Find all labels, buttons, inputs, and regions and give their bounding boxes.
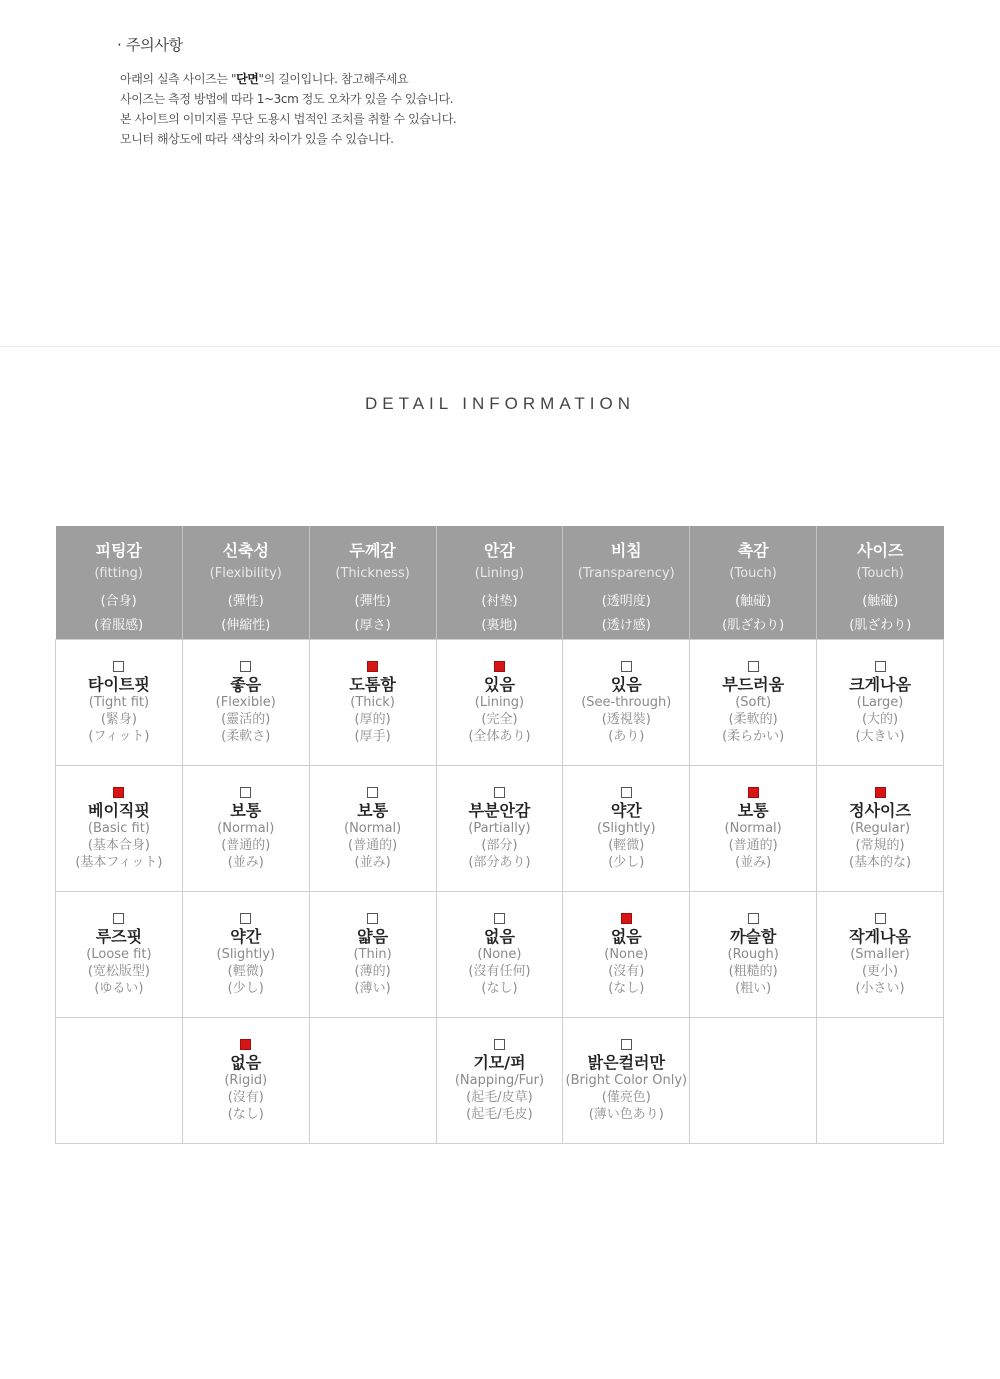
option-label-chinese: (薄的) (354, 963, 391, 979)
option-label-korean: 없음 (230, 1052, 262, 1072)
option-label-korean: 베이직핏 (88, 800, 150, 820)
option-label-japanese: (ゆるい) (94, 980, 144, 996)
header-english: (Lining) (474, 566, 525, 581)
option-label-korean: 밝은컬러만 (587, 1052, 665, 1072)
option-label-korean: 약간 (230, 926, 262, 946)
option-label-japanese: (あり) (608, 728, 645, 744)
notice-line-1-bold: 단면 (236, 72, 259, 86)
unchecked-box-icon (494, 913, 505, 924)
option-cell (182, 892, 309, 1018)
option-item (468, 787, 530, 871)
option-item (728, 913, 779, 997)
option-label-chinese: (常規的) (855, 837, 905, 853)
option-label-korean: 루즈핏 (95, 926, 143, 946)
option-label-korean: 보통 (230, 800, 262, 820)
table-row (56, 640, 944, 766)
option-label-chinese: (輕微) (227, 963, 264, 979)
header-cell (690, 526, 817, 640)
header-chinese: (彈性) (227, 594, 264, 609)
header-japanese: (裏地) (481, 618, 518, 633)
option-label-japanese: (大きい) (855, 728, 905, 744)
option-label-japanese: (柔らかい) (722, 728, 785, 744)
checked-box-icon (748, 787, 759, 798)
empty-cell (817, 1018, 944, 1144)
option-cell (182, 766, 309, 892)
option-label-english: (Regular) (850, 820, 911, 836)
option-label-chinese: (沒有任何) (468, 963, 531, 979)
option-label-korean: 도톰함 (349, 674, 396, 694)
option-label-english: (None) (477, 946, 522, 962)
header-japanese: (透け感) (601, 618, 651, 633)
option-cell (563, 1018, 690, 1144)
option-label-chinese: (普通的) (221, 837, 271, 853)
table-row (56, 766, 944, 892)
header-japanese: (肌ざわり) (849, 618, 912, 633)
option-label-english: (See-through) (581, 694, 672, 710)
header-english: (Transparency) (577, 566, 675, 581)
option-cell (563, 640, 690, 766)
detail-table-body (56, 640, 944, 1144)
header-english: (Touch) (729, 566, 777, 581)
option-label-english: (Soft) (735, 694, 772, 710)
option-cell (436, 892, 563, 1018)
checked-box-icon (113, 787, 124, 798)
option-label-english: (Thin) (353, 946, 392, 962)
option-label-japanese: (なし) (608, 980, 645, 996)
option-label-english: (Flexible) (215, 694, 276, 710)
option-label-chinese: (靈活的) (221, 711, 271, 727)
option-item (75, 787, 162, 871)
option-item (217, 913, 276, 997)
option-item (224, 1039, 267, 1123)
option-cell (309, 640, 436, 766)
option-item (566, 1039, 688, 1123)
option-label-japanese: (なし) (481, 980, 518, 996)
option-label-chinese: (沒有) (227, 1089, 264, 1105)
option-label-chinese: (普通的) (728, 837, 778, 853)
option-label-chinese: (厚的) (354, 711, 391, 727)
option-label-korean: 좋음 (230, 674, 262, 694)
unchecked-box-icon (113, 661, 124, 672)
checked-box-icon (875, 787, 886, 798)
option-label-japanese: (全体あり) (468, 728, 531, 744)
header-chinese: (衬垫) (481, 594, 518, 609)
option-label-japanese: (薄い色あり) (588, 1106, 664, 1122)
header-chinese: (触碰) (735, 594, 772, 609)
unchecked-box-icon (621, 661, 632, 672)
notice-section (117, 34, 456, 149)
option-label-english: (Slightly) (216, 946, 276, 962)
option-label-korean: 부분안감 (468, 800, 531, 820)
unchecked-box-icon (748, 661, 759, 672)
empty-cell (309, 1018, 436, 1144)
option-label-chinese: (起毛/皮草) (466, 1089, 533, 1105)
option-label-japanese: (起毛/毛皮) (466, 1106, 533, 1122)
option-item (455, 1039, 544, 1123)
header-cell (436, 526, 563, 640)
option-label-english: (Large) (856, 694, 904, 710)
header-chinese: (透明度) (601, 594, 651, 609)
option-label-chinese: (緊身) (100, 711, 137, 727)
unchecked-box-icon (240, 913, 251, 924)
header-cell (56, 526, 183, 640)
header-english: (Flexibility) (209, 566, 282, 581)
option-cell (56, 892, 183, 1018)
notice-lines (120, 69, 456, 149)
option-label-korean: 있음 (483, 674, 515, 694)
unchecked-box-icon (621, 787, 632, 798)
unchecked-box-icon (494, 787, 505, 798)
notice-line-4: 모니터 해상도에 따라 색상의 차이가 있을 수 있습니다. (120, 132, 394, 146)
unchecked-box-icon (748, 913, 759, 924)
option-item (468, 913, 530, 997)
unchecked-box-icon (367, 913, 378, 924)
notice-line-2: 사이즈는 측정 방법에 따라 1~3cm 정도 오차가 있을 수 있습니다. (120, 92, 454, 106)
option-item (216, 661, 276, 745)
option-label-english: (Partially) (468, 820, 531, 836)
option-label-chinese: (沒有) (608, 963, 645, 979)
header-english: (fitting) (94, 566, 143, 581)
option-label-english: (None) (604, 946, 649, 962)
option-label-english: (Rigid) (224, 1072, 268, 1088)
option-cell (436, 640, 563, 766)
checked-box-icon (240, 1039, 251, 1050)
option-item (349, 661, 395, 745)
header-cell (309, 526, 436, 640)
checked-box-icon (494, 661, 505, 672)
option-cell (690, 766, 817, 892)
option-item (722, 661, 784, 745)
option-cell (56, 766, 183, 892)
option-cell (182, 640, 309, 766)
notice-line-3: 본 사이트의 이미지를 무단 도용시 법적인 조치를 취할 수 있습니다. (120, 112, 457, 126)
option-label-japanese: (少し) (608, 854, 645, 870)
notice-line-1-after: "의 길이입니다. 참고해주세요 (258, 72, 409, 86)
checked-box-icon (367, 661, 378, 672)
option-label-japanese: (フィット) (88, 728, 150, 744)
option-label-chinese: (宽松版型) (87, 963, 150, 979)
option-label-chinese: (透視裝) (601, 711, 651, 727)
header-english: (Touch) (856, 566, 905, 581)
header-korean: 피팅감 (95, 541, 142, 560)
unchecked-box-icon (621, 1039, 632, 1050)
option-cell (182, 1018, 309, 1144)
option-label-chinese: (粗糙的) (728, 963, 778, 979)
unchecked-box-icon (494, 1039, 505, 1050)
option-label-chinese: (輕微) (608, 837, 645, 853)
option-label-japanese: (並み) (227, 854, 264, 870)
option-cell (690, 640, 817, 766)
header-japanese: (厚さ) (354, 618, 391, 633)
header-korean: 사이즈 (857, 541, 904, 560)
option-label-korean: 없음 (483, 926, 515, 946)
option-cell (690, 892, 817, 1018)
option-cell (309, 892, 436, 1018)
section-divider (0, 346, 1000, 347)
option-label-japanese: (薄い) (354, 980, 391, 996)
option-label-korean: 타이트핏 (88, 674, 150, 694)
option-item (468, 661, 530, 745)
header-chinese: (触碰) (862, 594, 899, 609)
unchecked-box-icon (113, 913, 124, 924)
option-label-korean: 없음 (610, 926, 642, 946)
option-cell (817, 766, 944, 892)
option-label-korean: 기모/퍼 (473, 1052, 526, 1072)
checked-box-icon (621, 913, 632, 924)
empty-cell (56, 1018, 183, 1144)
option-item (725, 787, 782, 871)
header-cell (817, 526, 944, 640)
header-korean: 안감 (483, 541, 515, 560)
option-label-japanese: (粗い) (735, 980, 772, 996)
option-label-english: (Normal) (217, 820, 275, 836)
unchecked-box-icon (875, 913, 886, 924)
option-label-chinese: (柔軟的) (728, 711, 778, 727)
option-label-english: (Thick) (350, 694, 395, 710)
option-label-english: (Napping/Fur) (454, 1072, 545, 1088)
option-label-korean: 약간 (610, 800, 642, 820)
option-label-english: (Loose fit) (86, 946, 152, 962)
unchecked-box-icon (240, 787, 251, 798)
header-korean: 촉감 (737, 541, 769, 560)
option-label-korean: 있음 (610, 674, 642, 694)
notice-title: · 주의사항 (117, 36, 183, 54)
option-item (849, 661, 911, 745)
option-cell (436, 1018, 563, 1144)
header-korean: 신축성 (222, 541, 269, 560)
option-label-chinese: (更小) (861, 963, 899, 979)
option-item (581, 661, 671, 745)
option-item (354, 913, 392, 997)
option-label-korean: 보통 (737, 800, 769, 820)
option-label-english: (Slightly) (597, 820, 656, 836)
detail-section-title: DETAIL INFORMATION (364, 394, 636, 413)
option-label-japanese: (小さい) (855, 980, 905, 996)
header-japanese: (肌ざわり) (722, 618, 785, 633)
option-item (88, 661, 150, 745)
option-item (86, 913, 151, 997)
option-label-japanese: (柔軟さ) (221, 728, 271, 744)
option-label-chinese: (部分) (481, 837, 518, 853)
option-label-english: (Basic fit) (87, 820, 150, 836)
header-row (56, 526, 944, 640)
option-label-english: (Rough) (727, 946, 779, 962)
unchecked-box-icon (240, 661, 251, 672)
option-item (849, 787, 911, 871)
header-chinese: (合身) (100, 594, 137, 609)
header-cell (563, 526, 690, 640)
option-label-japanese: (基本フィット) (75, 854, 163, 870)
header-japanese: (着服感) (94, 618, 144, 633)
option-label-english: (Normal) (724, 820, 782, 836)
option-label-korean: 정사이즈 (849, 800, 911, 820)
option-label-chinese: (僅亮色) (601, 1089, 651, 1105)
option-label-japanese: (厚手) (354, 728, 391, 744)
option-cell (563, 766, 690, 892)
option-label-korean: 까슬함 (729, 926, 777, 946)
unchecked-box-icon (367, 787, 378, 798)
option-cell (817, 640, 944, 766)
notice-line-1-before: 아래의 실측 사이즈는 " (120, 72, 237, 86)
header-chinese: (彈性) (354, 594, 391, 609)
option-item (344, 787, 401, 871)
option-label-korean: 작게나옴 (849, 926, 911, 946)
option-label-japanese: (なし) (227, 1106, 264, 1122)
option-label-korean: 보통 (357, 800, 389, 820)
header-japanese: (伸縮性) (221, 618, 271, 633)
option-label-chinese: (完全) (481, 711, 518, 727)
option-label-korean: 부드러움 (722, 674, 785, 694)
option-item (604, 913, 648, 997)
option-cell (817, 892, 944, 1018)
option-label-korean: 크게나옴 (849, 674, 911, 694)
table-row (56, 892, 944, 1018)
empty-cell (690, 1018, 817, 1144)
option-label-english: (Tight fit) (88, 694, 150, 710)
option-cell (56, 640, 183, 766)
option-label-english: (Lining) (474, 694, 525, 710)
option-label-japanese: (少し) (227, 980, 264, 996)
option-item (217, 787, 274, 871)
option-label-chinese: (大的) (861, 711, 899, 727)
notice-line-1 (120, 69, 456, 89)
header-english: (Thickness) (335, 566, 410, 581)
option-label-japanese: (並み) (735, 854, 772, 870)
option-label-chinese: (普通的) (348, 837, 398, 853)
option-cell (436, 766, 563, 892)
header-cell (182, 526, 309, 640)
table-row (56, 1018, 944, 1144)
option-label-english: (Normal) (344, 820, 402, 836)
header-korean: 두께감 (349, 541, 396, 560)
option-label-english: (Bright Color Only) (565, 1072, 688, 1088)
option-label-japanese: (並み) (354, 854, 391, 870)
option-label-chinese: (基本合身) (87, 837, 150, 853)
detail-info-table (55, 526, 944, 1144)
option-item (597, 787, 656, 871)
option-cell (309, 766, 436, 892)
option-label-korean: 얇음 (357, 926, 389, 946)
option-cell (563, 892, 690, 1018)
header-korean: 비침 (610, 541, 642, 560)
option-item (849, 913, 911, 997)
option-label-english: (Smaller) (850, 946, 910, 962)
option-label-japanese: (基本的な) (848, 854, 912, 870)
unchecked-box-icon (875, 661, 886, 672)
option-label-japanese: (部分あり) (468, 854, 531, 870)
